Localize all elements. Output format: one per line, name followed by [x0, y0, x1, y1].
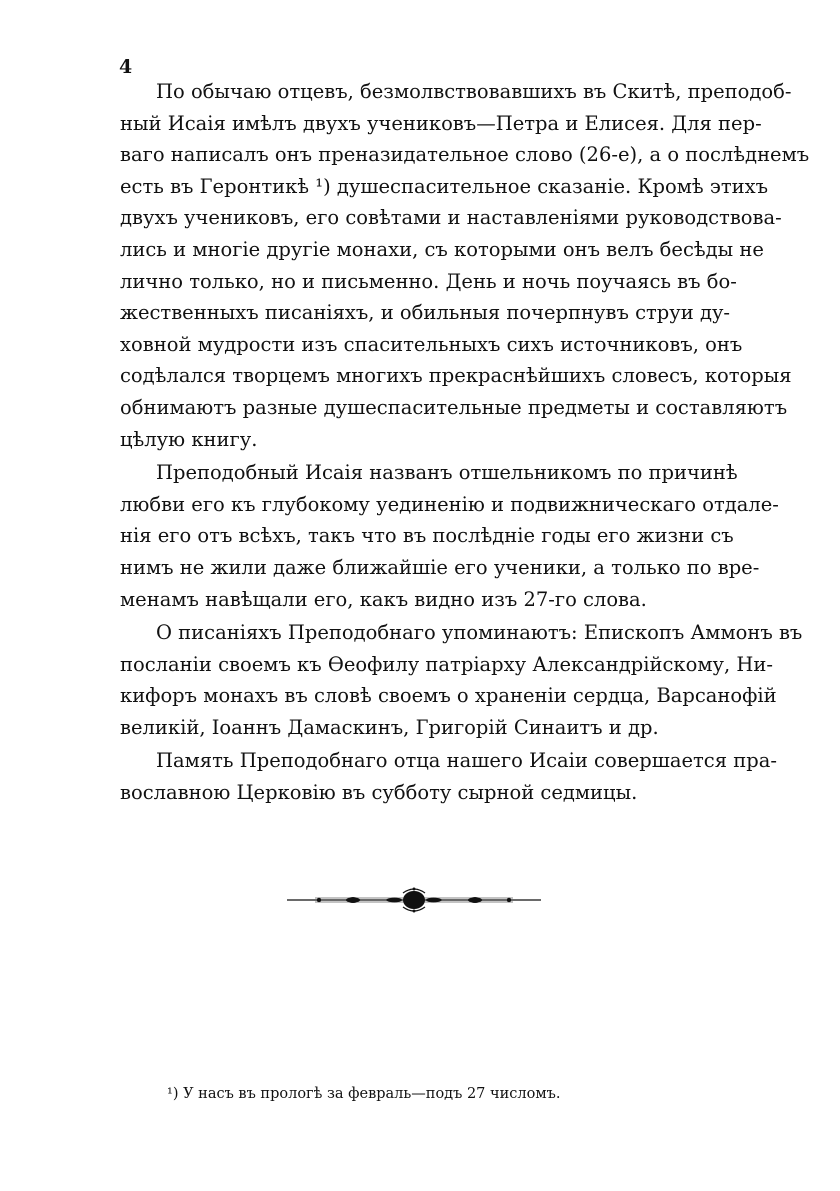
- text-line: Память Преподобнаго отца нашего Исаіи совершается пра-: [156, 749, 777, 773]
- footnote: ¹) У насъ въ прологѣ за февраль—подъ 27 числомъ.: [167, 1086, 561, 1102]
- ornamental-divider-icon: [285, 885, 543, 915]
- text-line: цѣлую книгу.: [120, 427, 258, 451]
- text-line: лично только, но и письменно. День и ночь поучаясь въ бо-: [120, 269, 737, 293]
- text-line: ваго написалъ онъ преназидательное слово (26-е), а о послѣднемъ: [120, 143, 810, 167]
- text-line: ховной мудрости изъ спасительныхъ сихъ источниковъ, онъ: [120, 332, 743, 356]
- text-line: содѣлался творцемъ многихъ прекраснѣйшихъ словесъ, которыя: [120, 364, 792, 388]
- text-line: жественныхъ писаніяхъ, и обильныя почерпнувъ струи ду-: [120, 301, 731, 325]
- text-line: нимъ не жили даже ближайшіе его ученики, а только по вре-: [120, 555, 760, 579]
- text-line: любви его къ глубокому уединенію и подвижническаго отдале-: [120, 492, 779, 516]
- text-line: лись и многіе другіе монахи, съ которыми онъ велъ бесѣды не: [120, 237, 764, 261]
- body-text: [120, 76, 810, 809]
- paragraph-commemoration: [120, 745, 777, 808]
- text-line: О писаніяхъ Преподобнаго упоминаютъ: Епископъ Аммонъ въ: [156, 621, 803, 645]
- text-line: обнимаютъ разные душеспасительные предметы и составляютъ: [120, 395, 788, 419]
- text-line: Преподобный Исаія названъ отшельникомъ по причинѣ: [156, 461, 738, 485]
- text-line: великій, Іоаннъ Дамаскинъ, Григорій Синаитъ и др.: [120, 715, 659, 739]
- page-number: 4: [119, 56, 133, 78]
- text-line: нія его отъ всѣхъ, такъ что въ послѣдніе годы его жизни съ: [120, 524, 734, 548]
- text-line: кифоръ монахъ въ словѣ своемъ о храненіи сердца, Варсанофій: [120, 684, 777, 708]
- text-line: ный Исаія имѣлъ двухъ учениковъ—Петра и Елисея. Для пер-: [120, 111, 762, 135]
- paragraph-disciples: [120, 76, 810, 455]
- text-line: менамъ навѣщали его, какъ видно изъ 27-го слова.: [120, 587, 647, 611]
- paragraph-writings: [120, 617, 803, 743]
- text-line: двухъ учениковъ, его совѣтами и наставленіями руководствова-: [120, 206, 782, 230]
- text-line: посланіи своемъ къ Ѳеофилу патріарху Александрійскому, Ни-: [120, 652, 773, 676]
- text-line: По обычаю отцевъ, безмолвствовавшихъ въ Скитѣ, преподоб-: [156, 80, 792, 103]
- paragraph-hermit: [120, 457, 779, 615]
- text-line: вославною Церковію въ субботу сырной седмицы.: [120, 781, 638, 805]
- text-line: есть въ Геронтикѣ ¹) душеспасительное сказаніе. Кромѣ этихъ: [120, 174, 769, 198]
